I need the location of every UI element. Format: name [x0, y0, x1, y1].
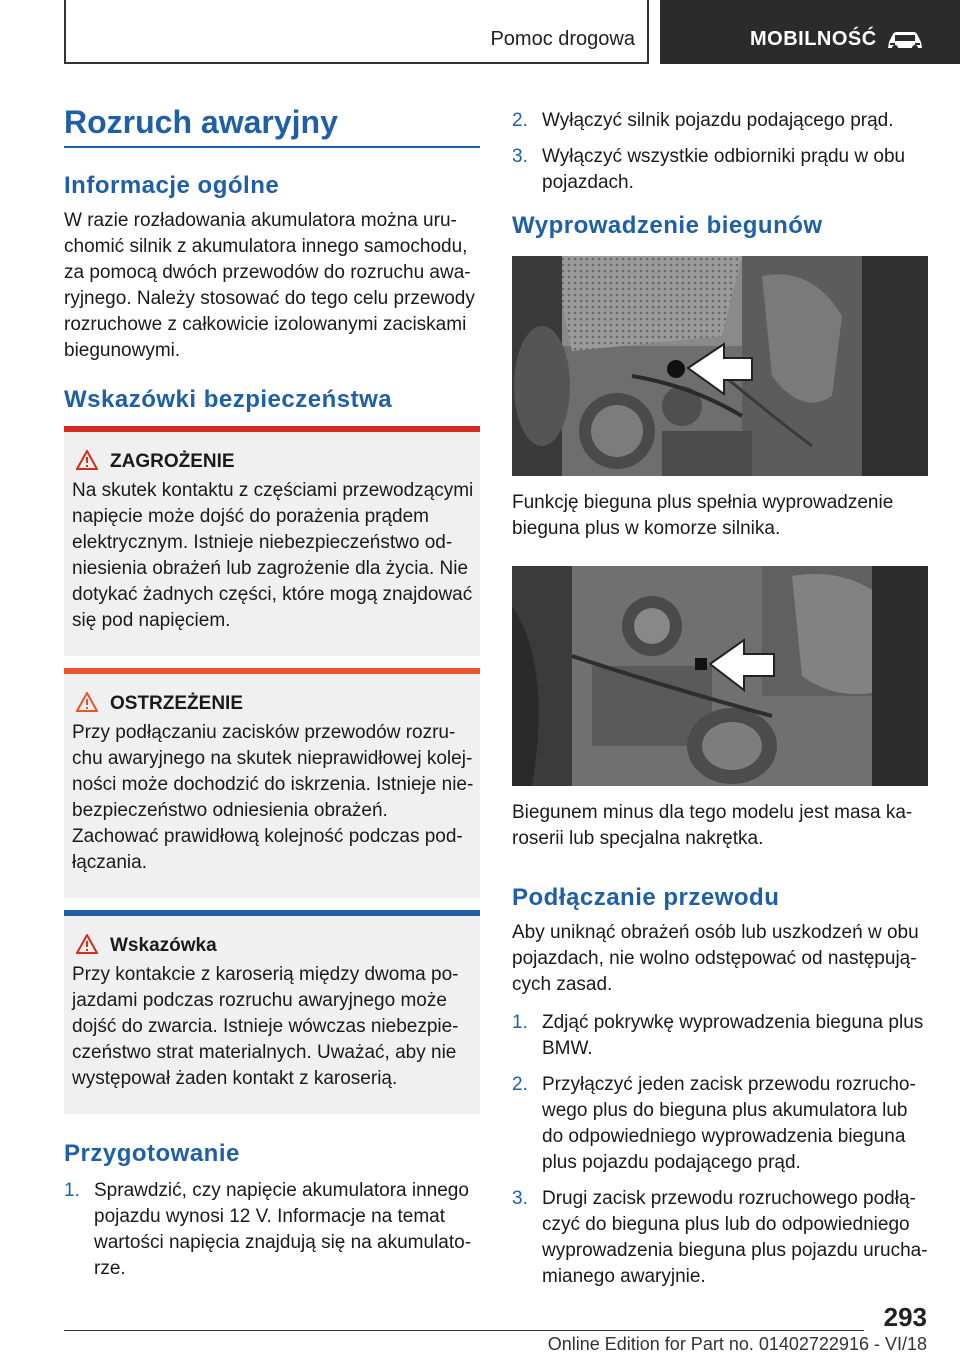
connect-intro-text: Aby uniknąć obrażeń osób lub uszkodzeń w obu pojazdach, nie wolno odstępować od następują- cych zasad. — [512, 922, 919, 995]
list-item — [512, 1072, 928, 1176]
list-item — [512, 1186, 928, 1290]
list-item — [512, 1010, 928, 1062]
step-text: Przyłączyć jeden zacisk przewodu rozrucho- wego plus do bieguna plus akumulatora lub do odpowiedniego wyprowadzenia bieguna plus pojazdu podającego prąd. — [542, 1074, 916, 1173]
warning-triangle-icon — [76, 934, 98, 954]
step-text: Zdjąć pokrywkę wyprowadzenia bieguna plus BMW. — [542, 1012, 924, 1059]
note-notice-bar — [64, 910, 480, 916]
warning-notice-bar — [64, 668, 480, 674]
step-number: 2. — [512, 1074, 528, 1095]
note-notice-text: Przy kontakcie z karoserią między dwoma po- jazdami podczas rozruchu awaryjnego może dojść do zwarcia. Istnieje wówczas niebezpie- czeństwo strat materialnych. Uważać, aby nie występował żaden kontakt z karoserią. — [72, 964, 459, 1089]
warning-triangle-icon — [76, 692, 98, 712]
engine-bay-illustration — [512, 256, 928, 476]
step-text: Sprawdzić, czy napięcie akumulatora innego pojazdu wynosi 12 V. Informacje na temat wartości napięcia znajdują się na akumulato- rze. — [94, 1180, 472, 1279]
footer-edition: Online Edition for Part no. 01402722916 - VI/18 — [547, 1334, 927, 1354]
page-header — [0, 0, 960, 66]
step-text: Drugi zacisk przewodu rozruchowego podłą- czyć do bieguna plus lub do odpowiedniego wyprowadzenia bieguna plus pojazdu urucha- mianego awaryjnie. — [542, 1188, 928, 1287]
preparation-steps-continued — [512, 108, 928, 206]
preparation-heading: Przygotowanie — [64, 1140, 240, 1167]
warning-notice-header — [76, 692, 243, 715]
list-item — [512, 108, 928, 134]
warning-notice — [64, 668, 480, 898]
connect-steps — [512, 1010, 928, 1300]
note-notice-header — [76, 934, 217, 957]
terminals-heading: Wyprowadzenie biegunów — [512, 212, 823, 239]
general-info-text: W razie rozładowania akumulatora można uru- chomić silnik z akumulatora innego samochodu, za pomocą dwóch przewodów do rozruchu awa- ryjnego. Należy stosować do tego celu przewody rozruchowe z całkowicie izolowanymi zaciskami biegunowymi. — [64, 210, 475, 361]
list-item — [512, 144, 928, 196]
danger-notice — [64, 426, 480, 656]
list-item — [64, 1178, 480, 1282]
step-text: Wyłączyć silnik pojazdu podającego prąd. — [542, 110, 894, 131]
note-notice — [64, 910, 480, 1114]
header-chapter-tab — [660, 0, 960, 64]
general-info-heading: Informacje ogólne — [64, 172, 280, 199]
step-text: Wyłączyć wszystkie odbiorniki prądu w obu pojazdach. — [542, 146, 906, 193]
warning-notice-label: OSTRZEŻENIE — [110, 693, 244, 714]
danger-notice-bar — [64, 426, 480, 432]
chapter-title-rule — [64, 146, 480, 148]
engine-bay-illustration — [512, 566, 928, 786]
engine-bay-photo-positive — [512, 256, 928, 476]
danger-notice-text: Na skutek kontaktu z częściami przewodzącymi napięcie może dojść do porażenia prądem elektrycznym. Istnieje niebezpieczeństwo od- niesienia obrażeń lub zagrożenie dla życia. Nie dotykać żadnych części, które mogą znajdować się pod napięciem. — [72, 480, 474, 631]
photo2-caption: Biegunem minus dla tego modelu jest masa ka- roserii lub specjalna nakrętka. — [512, 802, 913, 849]
step-number: 2. — [512, 110, 528, 131]
step-number: 3. — [512, 146, 528, 167]
warning-notice-text: Przy podłączaniu zacisków przewodów rozru- chu awaryjnego na skutek nieprawidłowej kolej- ności może dochodzić do iskrzenia. Istnieje nie- bezpieczeństwo odniesienia obrażeń. Zachować prawidłową kolejność podczas pod- łączania. — [72, 722, 474, 873]
note-notice-label: Wskazówka — [110, 935, 217, 956]
car-icon — [885, 28, 925, 52]
step-number: 1. — [512, 1012, 528, 1033]
safety-heading: Wskazówki bezpieczeństwa — [64, 386, 393, 413]
step-number: 3. — [512, 1188, 528, 1209]
preparation-steps — [64, 1178, 480, 1292]
header-chapter-label: MOBILNOŚĆ — [750, 28, 877, 50]
chapter-title: Rozruch awaryjny — [64, 104, 338, 140]
danger-notice-label: ZAGROŻENIE — [110, 451, 235, 472]
footer-rule — [64, 1330, 864, 1331]
header-section-title: Pomoc drogowa — [490, 28, 635, 50]
danger-notice-header — [76, 450, 235, 473]
connect-heading: Podłączanie przewodu — [512, 884, 780, 911]
photo1-caption: Funkcję bieguna plus spełnia wyprowadzenie bieguna plus w komorze silnika. — [512, 492, 894, 539]
step-number: 1. — [64, 1180, 80, 1201]
warning-triangle-icon — [76, 450, 98, 470]
engine-bay-photo-negative — [512, 566, 928, 786]
page-number: 293 — [883, 1302, 927, 1332]
